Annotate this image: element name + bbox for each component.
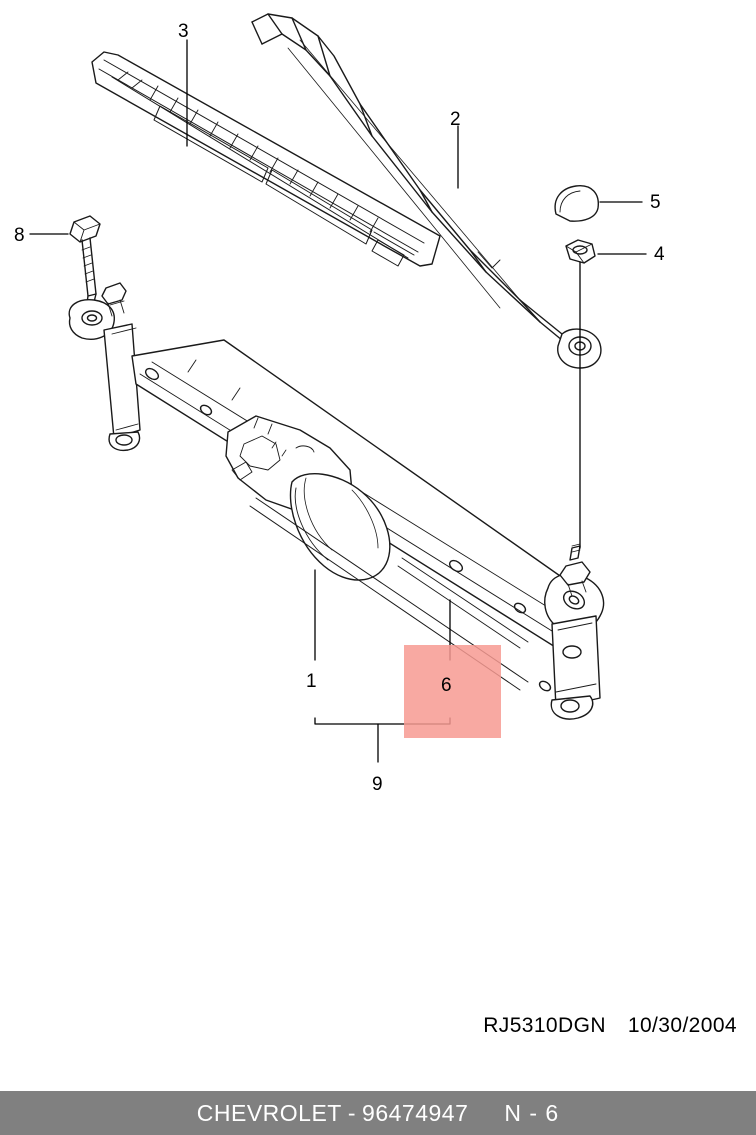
drawing-number xyxy=(483,1014,737,1038)
callout-8: 8 xyxy=(14,225,25,246)
drawing-date: 10/30/2004 xyxy=(627,1014,737,1037)
brand-label: CHEVROLET xyxy=(196,1099,342,1126)
pivot-nut xyxy=(566,240,595,263)
mounting-bolt xyxy=(70,216,100,303)
part-number: 96474947 xyxy=(362,1099,469,1126)
highlight-box xyxy=(404,645,501,738)
drawing-code: RJ5310DGN xyxy=(483,1014,606,1037)
wiper-linkage-assembly xyxy=(69,283,603,719)
sheet-number: N - 6 xyxy=(504,1099,560,1126)
footer-bar xyxy=(0,1091,756,1135)
footer-text xyxy=(197,1100,559,1127)
callout-6: 6 xyxy=(441,675,452,696)
callout-3: 3 xyxy=(178,21,189,42)
callout-9: 9 xyxy=(372,774,383,795)
wiper-pivot-cap xyxy=(555,186,598,221)
callout-1: 1 xyxy=(306,671,317,692)
callout-5: 5 xyxy=(650,192,661,213)
callout-2: 2 xyxy=(450,109,461,130)
footer-dash: - xyxy=(347,1099,357,1126)
callout-4: 4 xyxy=(654,244,665,265)
wiper-blade xyxy=(92,52,440,266)
